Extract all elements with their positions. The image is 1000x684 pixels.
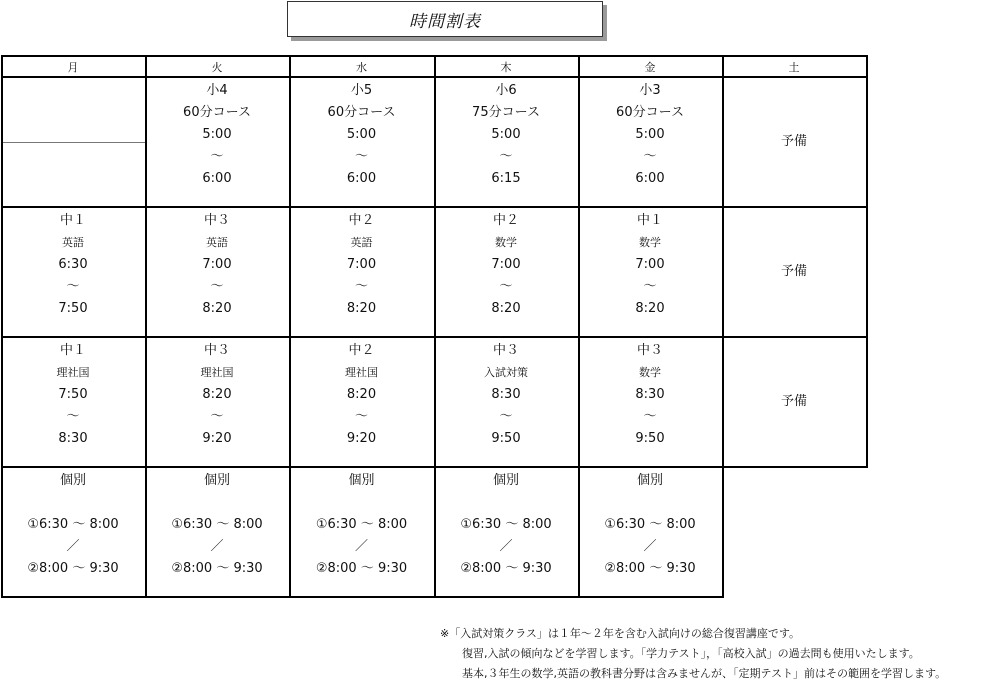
cell-line: ①6:30 ～ 8:00 — [171, 517, 263, 532]
day-header: 火 — [211, 60, 223, 74]
page-title: 時間割表 — [409, 11, 481, 32]
cell-line: ②8:00 ～ 9:30 — [315, 561, 408, 576]
cell-line: 数学 — [639, 236, 661, 249]
cell-line: ～ — [210, 409, 224, 424]
cell-line: 6:30 — [58, 257, 88, 272]
cell-line: ／ — [66, 539, 80, 554]
timetable-cell — [289, 338, 434, 468]
cell-line: 8:30 — [491, 387, 521, 402]
cell-line: 7:50 — [58, 387, 88, 402]
cell-line: ②8:00 ～ 9:30 — [460, 561, 552, 576]
timetable-cell — [145, 78, 289, 208]
cell-line: 75分コース — [472, 105, 540, 120]
cell-line: ～ — [210, 149, 224, 164]
timetable-cell — [145, 208, 289, 338]
cell-line: ～ — [66, 409, 80, 424]
cell-line: 8:20 — [202, 387, 232, 402]
cell-line: 5:00 — [202, 127, 232, 142]
cell-line: 6:00 — [346, 171, 377, 186]
cell-line: 60分コース — [616, 105, 684, 120]
cell-line: 個別 — [492, 473, 519, 488]
cell-line: ①6:30 ～ 8:00 — [460, 517, 552, 532]
cell-line: 個別 — [203, 473, 230, 488]
cell-line: ～ — [354, 149, 368, 164]
timetable-cell — [289, 78, 434, 208]
cell-line: 小3 — [639, 83, 661, 98]
cell-line: 個別 — [636, 473, 663, 488]
timetable-cell — [145, 338, 289, 468]
cell-line: 9:50 — [491, 431, 521, 446]
note-line-1: ※「入試対策クラス」は１年～２年を含む入試向けの総合復習講座です。 — [440, 627, 801, 640]
day-header: 金 — [644, 60, 656, 74]
day-header: 月 — [67, 60, 79, 74]
cell-line: ～ — [499, 409, 513, 424]
timetable-cell — [722, 78, 866, 206]
timetable-cell — [722, 208, 866, 336]
cell-line: ②8:00 ～ 9:30 — [604, 561, 696, 576]
cell-line: 8:30 — [635, 387, 665, 402]
timetable-cell — [1, 338, 145, 468]
cell-line: ～ — [499, 149, 513, 164]
cell-line: 60分コース — [327, 105, 396, 120]
cell-line: ②8:00 ～ 9:30 — [27, 561, 119, 576]
cell-line: 7:00 — [491, 257, 521, 272]
cell-line: 7:50 — [58, 301, 88, 316]
cell-line: 中１ — [636, 213, 663, 228]
cell-line: 8:20 — [635, 301, 665, 316]
day-header: 水 — [356, 60, 367, 74]
cell-line: 5:00 — [346, 127, 377, 142]
cell-line: ～ — [643, 409, 657, 424]
cell-line: ～ — [643, 149, 657, 164]
cell-line: ～ — [354, 279, 368, 294]
cell-line: ①6:30 ～ 8:00 — [27, 517, 119, 532]
cell-line: 英語 — [206, 236, 228, 249]
timetable-cell — [578, 208, 722, 338]
notes — [440, 624, 946, 684]
cell-line: ②8:00 ～ 9:30 — [171, 561, 263, 576]
cell-line: ～ — [66, 279, 80, 294]
cell-line: 英語 — [350, 236, 373, 249]
cell-line: 小4 — [206, 83, 228, 98]
timetable-cell — [578, 338, 722, 468]
cell-line: 理社国 — [56, 366, 90, 379]
cell-line: 5:00 — [635, 127, 665, 142]
day-header: 土 — [788, 60, 800, 74]
cell-line: 8:20 — [346, 301, 377, 316]
cell-line: 数学 — [639, 366, 661, 379]
cell-line: 個別 — [59, 473, 86, 488]
cell-line: 8:20 — [202, 301, 232, 316]
cell-line: 小6 — [495, 83, 517, 98]
cell-line: 6:00 — [202, 171, 232, 186]
cell-line: 理社国 — [200, 366, 234, 379]
timetable-cell — [578, 78, 722, 208]
timetable-cell — [434, 208, 578, 338]
timetable-cell — [578, 468, 722, 598]
timetable-cell — [145, 468, 289, 598]
cell-line: 中３ — [636, 343, 663, 358]
cell-line: 中３ — [492, 343, 519, 358]
cell-line: 8:20 — [346, 387, 377, 402]
cell-line: 9:50 — [635, 431, 665, 446]
cell-line: 英語 — [62, 236, 84, 249]
timetable-cell — [434, 468, 578, 598]
note-line-2: 復習,入試の傾向などを学習します。「学力テスト」，「高校入試」の過去問も使用いたします。 — [462, 647, 920, 660]
cell-line: 6:15 — [491, 171, 521, 186]
timetable-cell — [434, 338, 578, 468]
timetable-cell — [434, 78, 578, 208]
column-divider — [866, 55, 868, 468]
cell-line: 予備 — [780, 394, 807, 409]
timetable-cell — [1, 468, 145, 598]
cell-line: ／ — [354, 539, 368, 554]
cell-line: 中２ — [348, 213, 375, 228]
cell-line: ～ — [354, 409, 368, 424]
cell-line: 8:20 — [491, 301, 521, 316]
cell-line: 中３ — [203, 343, 230, 358]
cell-line: 中１ — [59, 343, 86, 358]
cell-line: 7:00 — [202, 257, 232, 272]
cell-line: 7:00 — [346, 257, 377, 272]
cell-line: 中２ — [492, 213, 519, 228]
cell-line: 5:00 — [491, 127, 521, 142]
cell-line: 入試対策 — [484, 366, 528, 379]
cell-line: 中１ — [59, 213, 86, 228]
timetable-cell — [289, 468, 434, 598]
cell-line: 60分コース — [183, 105, 251, 120]
cell-line: 中２ — [348, 343, 375, 358]
timetable-cell — [289, 208, 434, 338]
cell-line: 数学 — [495, 236, 517, 249]
cell-line: 6:00 — [635, 171, 665, 186]
cell-line: ／ — [499, 539, 513, 554]
cell-line: 予備 — [780, 264, 807, 279]
cell-line: ①6:30 ～ 8:00 — [604, 517, 696, 532]
cell-line: ～ — [210, 279, 224, 294]
cell-line: 予備 — [780, 134, 807, 149]
cell-line: ／ — [643, 539, 657, 554]
cell-line: 個別 — [348, 473, 375, 488]
cell-line: ①6:30 ～ 8:00 — [315, 517, 408, 532]
cell-line: ～ — [643, 279, 657, 294]
cell-line: 理社国 — [345, 366, 378, 379]
cell-line: 9:20 — [346, 431, 377, 446]
cell-line: 小5 — [350, 83, 373, 98]
timetable-cell — [1, 208, 145, 338]
cell-line: 8:30 — [58, 431, 88, 446]
cell-line: ～ — [499, 279, 513, 294]
cell-line: 中３ — [203, 213, 230, 228]
day-header: 木 — [500, 60, 512, 74]
timetable-cell — [722, 338, 866, 466]
note-line-3: 基本,３年生の数学,英語の教科書分野は含みませんが、「定期テスト」前はその範囲を学習します。 — [462, 667, 947, 680]
cell-line: 7:00 — [635, 257, 665, 272]
cell-line: 9:20 — [202, 431, 232, 446]
timetable-cell — [1, 78, 145, 208]
cell-line: ／ — [210, 539, 224, 554]
